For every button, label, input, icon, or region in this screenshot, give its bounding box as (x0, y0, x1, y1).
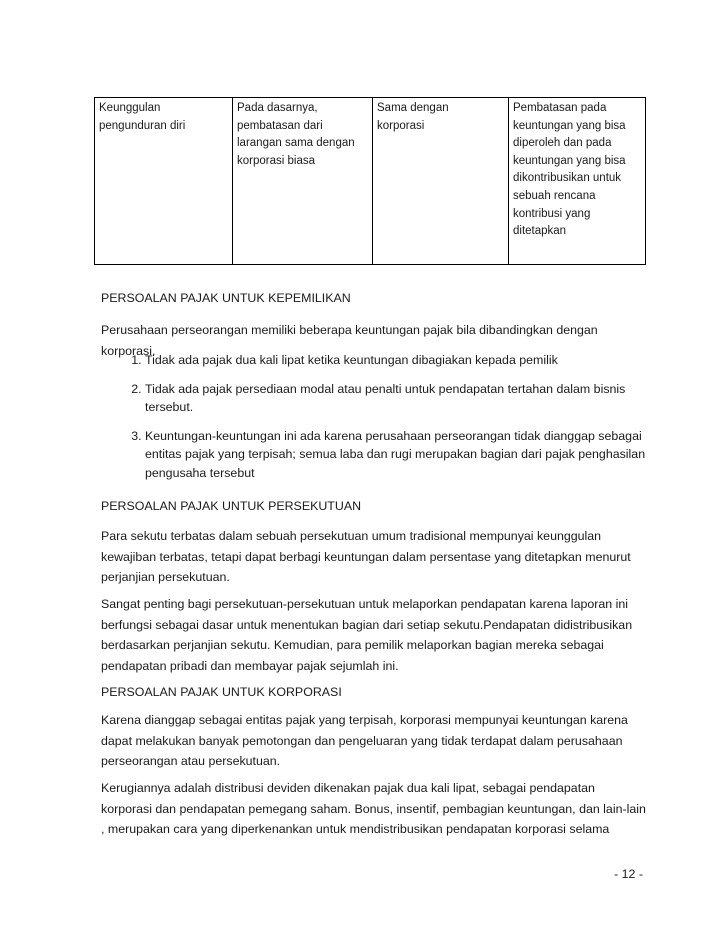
paragraph: Sangat penting bagi persekutuan-persekutuan untuk melaporkan pendapatan karena laporan ini berfungsi sebagai dasar untuk menentukan bagian dari setiap sekutu.Pendapatan didistribusikan berdasarkan perjanjian sekutu. Kemudian, para pemilik melaporkan bagian mereka sebagai pendapatan pribadi dan membayar pajak sejumlah ini. (101, 597, 633, 673)
list-item: 2. Tidak ada pajak persediaan modal atau penalti untuk pendapatan tertahan dalam bisnis tersebut. (145, 380, 675, 417)
section-heading-kepemilikan: PERSOALAN PAJAK UNTUK KEPEMILIKAN (101, 291, 351, 305)
paragraph: Karena dianggap sebagai entitas pajak yang terpisah, korporasi mempunyai keuntungan karena dapat melakukan banyak pemotongan dan pengeluaran yang tidak terdapat dalam perusahaan perseorangan atau persekutuan. (101, 713, 628, 768)
table-cell: Sama dengan korporasi (373, 98, 509, 265)
table-cell: Pada dasarnya, pembatasan dari larangan sama dengan korporasi biasa (233, 98, 373, 265)
page-number: - 12 - (614, 867, 643, 881)
paragraph: Perusahaan perseorangan memiliki beberapa keuntungan pajak bila dibandingkan dengan korporasi. (101, 323, 598, 358)
comparison-table (94, 97, 646, 265)
paragraph: Para sekutu terbatas dalam sebuah persekutuan umum tradisional mempunyai keunggulan kewajiban terbatas, tetapi dapat berbagi keuntungan dalam persentase yang ditetapkan menurut perjanjian persekutuan. (101, 529, 631, 584)
table-row (95, 98, 646, 265)
table-cell: Pembatasan pada keuntungan yang bisa diperoleh dan pada keuntungan yang bisa dikontribusikan untuk sebuah rencana kontribusi yang ditetapkan (509, 98, 646, 265)
section-heading-persekutuan: PERSOALAN PAJAK UNTUK PERSEKUTUAN (101, 499, 362, 513)
numbered-list (101, 351, 675, 482)
section-heading-korporasi: PERSOALAN PAJAK UNTUK KORPORASI (101, 685, 342, 699)
list-item: 1. Tidak ada pajak dua kali lipat ketika keuntungan dibagiakan kepada pemilik (145, 351, 675, 370)
list-item: 3. Keuntungan-keuntungan ini ada karena perusahaan perseorangan tidak dianggap sebagai entitas pajak yang terpisah; semua laba dan rugi merupakan bagian dari pajak penghasilan pengusaha tersebut (145, 427, 675, 483)
paragraph: Kerugiannya adalah distribusi deviden dikenakan pajak dua kali lipat, sebagai pendapatan korporasi dan pendapatan pemegang saham. Bonus, insentif, pembagian keuntungan, dan lain-lain , merupakan cara yang diperkenankan untuk mendistribusikan pendapatan korporasi selama (101, 781, 646, 836)
table-cell: Keunggulan pengunduran diri (95, 98, 233, 265)
